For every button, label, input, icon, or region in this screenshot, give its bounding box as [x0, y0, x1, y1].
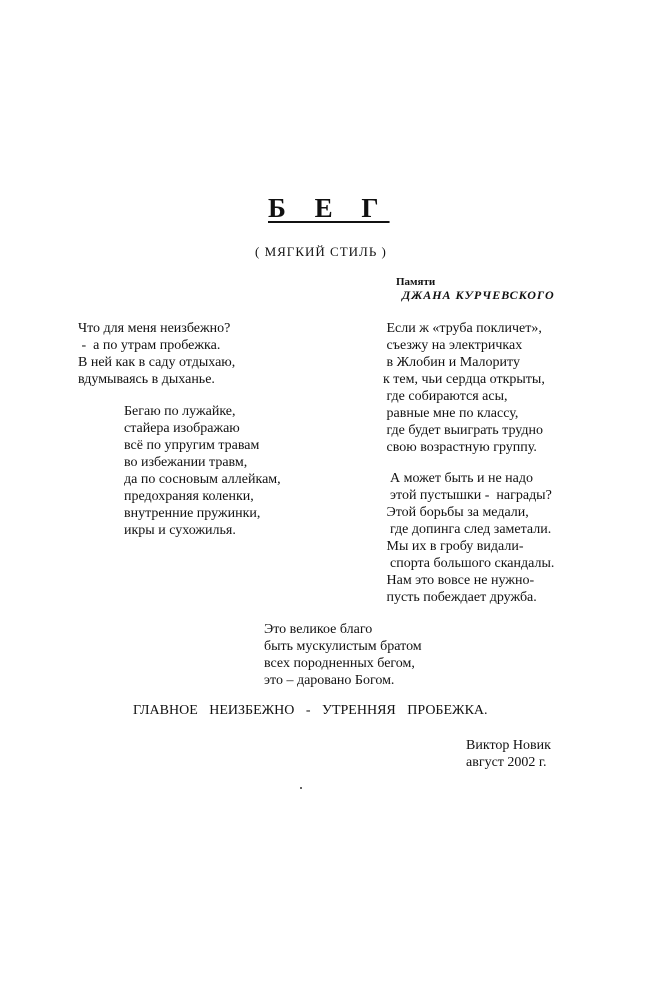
- poem-line: быть мускулистым братом: [264, 639, 422, 654]
- poem-line: в Жлобин и Малориту: [383, 355, 520, 370]
- stanza-right-1: [383, 320, 545, 456]
- poem-line: всё по упругим травам: [124, 438, 260, 453]
- dedication-name: ДЖАНА КУРЧЕВСКОГО: [402, 288, 555, 302]
- poem-line: Этой борьбы за медали,: [383, 505, 529, 520]
- poem-line: предохраняя коленки,: [124, 489, 254, 504]
- poem-line: съезжу на электричках: [383, 338, 523, 353]
- poem-line: Это великое благо: [264, 622, 373, 637]
- poem-line: да по сосновым аллейкам,: [124, 472, 281, 487]
- poem-line: это – даровано Богом.: [264, 673, 395, 688]
- dedication-label: Памяти: [396, 276, 436, 288]
- poem-line: вдумываясь в дыханье.: [78, 372, 215, 387]
- poem-line: Нам это вовсе не нужно-: [383, 573, 535, 588]
- poem-line: где допинга след заметали.: [383, 522, 552, 537]
- poem-line: - а по утрам пробежка.: [78, 338, 221, 353]
- poem-line: Мы их в гробу видали-: [383, 539, 524, 554]
- stanza-left-1: [78, 320, 235, 388]
- poem-line: В ней как в саду отдыхаю,: [78, 355, 236, 370]
- poem-date: август 2002 г.: [466, 755, 547, 770]
- poem-line: стайера изображаю: [124, 421, 240, 436]
- poem-line: свою возрастную группу.: [383, 440, 537, 455]
- poem-title: Б Е Г: [268, 193, 390, 223]
- poem-line: равные мне по классу,: [383, 406, 519, 421]
- poem-subtitle: ( МЯГКИЙ СТИЛЬ ): [255, 244, 387, 259]
- scan-speck: [300, 787, 302, 789]
- poem-line: пусть побеждает дружба.: [383, 590, 537, 605]
- poem-line: внутренние пружинки,: [124, 506, 261, 521]
- poem-line: спорта большого скандалы.: [383, 556, 555, 571]
- poem-line: икры и сухожилья.: [124, 523, 236, 538]
- poem-line: Если ж «труба покличет»,: [383, 321, 542, 336]
- poem-line: где собираются асы,: [383, 389, 508, 404]
- poem-refrain: ГЛАВНОЕ НЕИЗБЕЖНО - УТРЕННЯЯ ПРОБЕЖКА.: [133, 703, 488, 718]
- poem-line: где будет выиграть трудно: [383, 423, 543, 438]
- author-name: Виктор Новик: [466, 738, 551, 753]
- poem-line: А может быть и не надо: [383, 471, 534, 486]
- poem-line: Что для меня неизбежно?: [78, 321, 231, 336]
- poem-line: Бегаю по лужайке,: [124, 404, 236, 419]
- poem-line: всех породненных бегом,: [264, 656, 415, 671]
- poem-line: во избежании травм,: [124, 455, 248, 470]
- poem-line: этой пустышки - награды?: [383, 488, 552, 503]
- stanza-left-2: [124, 403, 281, 539]
- poem-line: к тем, чьи сердца открыты,: [383, 372, 545, 387]
- stanza-center: [264, 621, 422, 689]
- stanza-right-2: [383, 470, 554, 606]
